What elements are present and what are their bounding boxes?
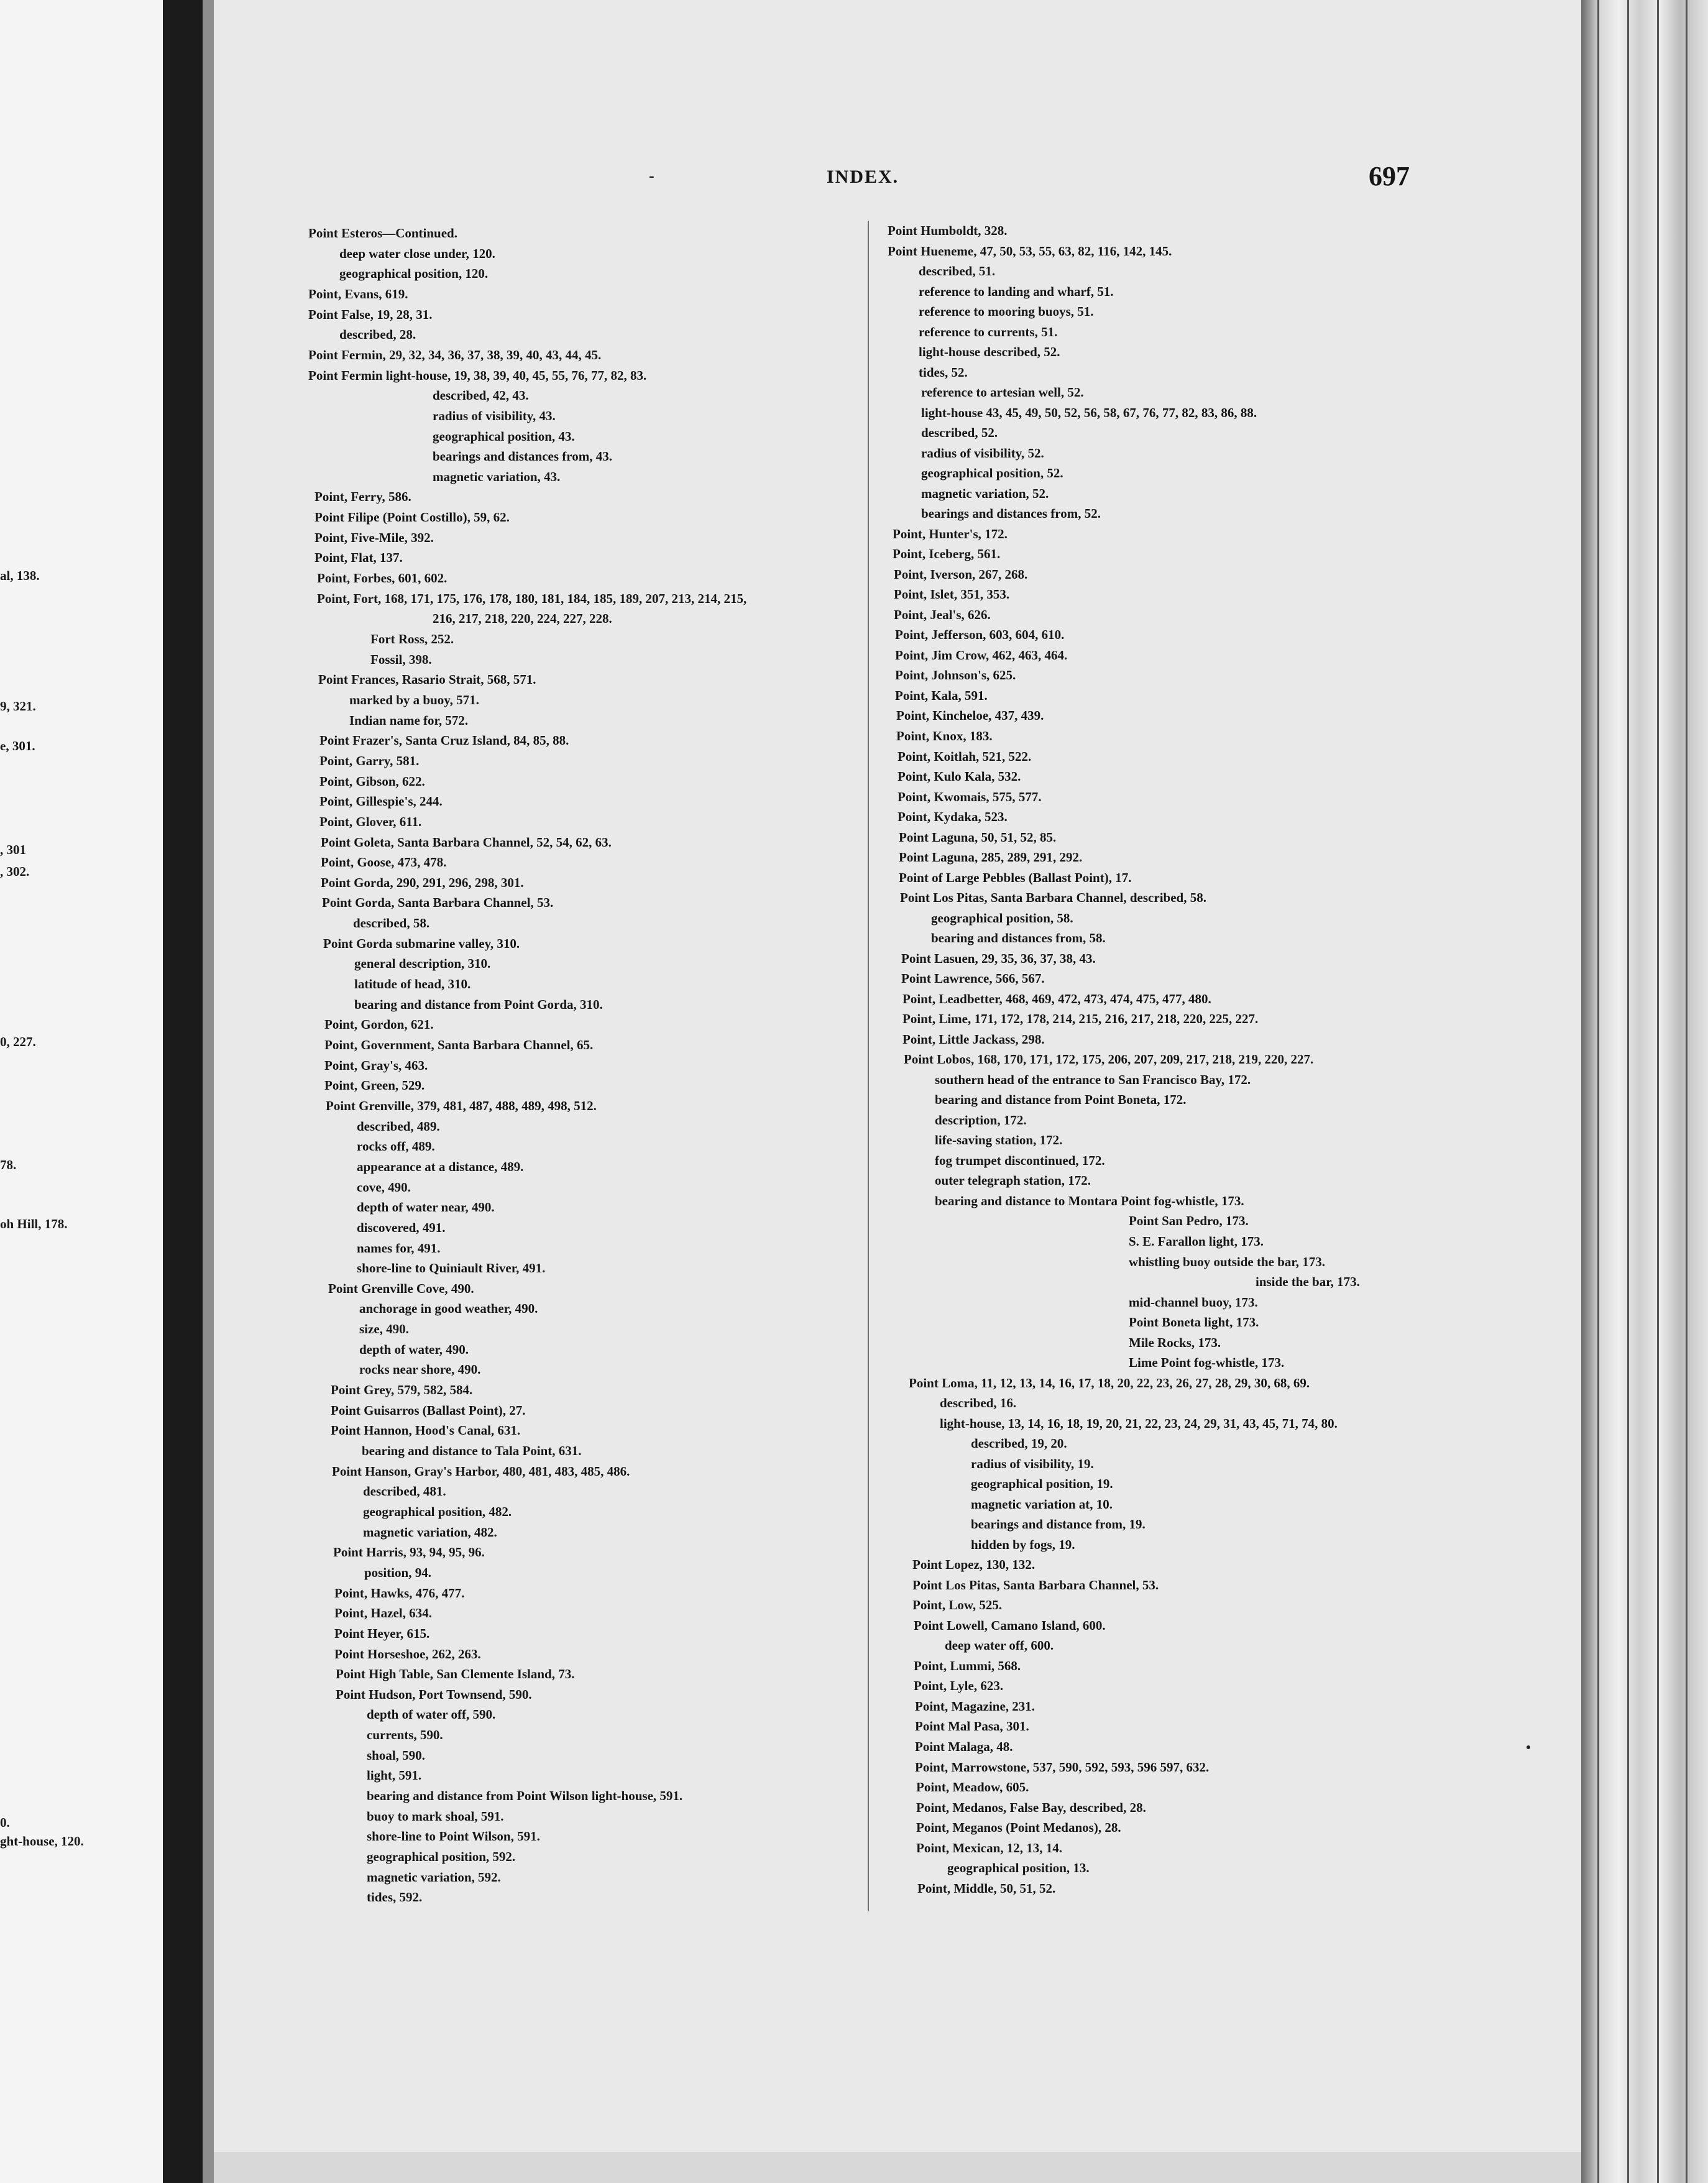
edge-line [1597, 0, 1599, 2183]
index-entry: Point, Kincheloe, 437, 439. [896, 708, 1044, 724]
index-entry: bearing and distance to Tala Point, 631. [362, 1443, 582, 1458]
index-entry: Point, Hawks, 476, 477. [334, 1585, 465, 1601]
index-entry: 216, 217, 218, 220, 224, 227, 228. [433, 611, 612, 627]
index-entry: Point Filipe (Point Costillo), 59, 62. [315, 510, 510, 525]
index-entry: geographical position, 592. [367, 1849, 516, 1864]
index-entry: Point Frances, Rasario Strait, 568, 571. [318, 672, 536, 687]
page-bottom-edge [214, 2152, 1581, 2183]
index-entry: bearing and distance from Point Wilson light-house, 591. [367, 1788, 683, 1804]
index-entry: geographical position, 52. [921, 466, 1063, 481]
index-entry: anchorage in good weather, 490. [359, 1301, 538, 1317]
index-entry: Point, Medanos, False Bay, described, 28. [916, 1799, 1146, 1815]
index-entry: fog trumpet discontinued, 172. [935, 1152, 1105, 1168]
index-entry: Point, Hazel, 634. [334, 1606, 432, 1621]
index-entry: described, 28. [339, 327, 416, 342]
index-entry: Point Goleta, Santa Barbara Channel, 52, 54, 62, 63. [321, 834, 612, 850]
page-edges [1581, 0, 1708, 2183]
index-entry: described, 51. [919, 264, 996, 279]
index-entry: Point Gorda submarine valley, 310. [323, 935, 520, 951]
edge-line [1657, 0, 1659, 2183]
index-entry: Point of Large Pebbles (Ballast Point), 17. [899, 870, 1132, 885]
index-entry: Point Los Pitas, Santa Barbara Channel, 53. [912, 1577, 1159, 1592]
index-entry: outer telegraph station, 172. [935, 1173, 1091, 1188]
ink-speck [1527, 1745, 1530, 1749]
index-entry: bearings and distance from, 19. [971, 1517, 1146, 1532]
index-entry: tides, 52. [919, 364, 968, 380]
index-entry: described, 16. [940, 1395, 1017, 1411]
index-entry: deep water off, 600. [945, 1638, 1054, 1653]
index-entry: Point Hanson, Gray's Harbor, 480, 481, 483, 485, 486. [332, 1463, 630, 1479]
index-entry: Point Grenville Cove, 490. [328, 1280, 474, 1296]
index-entry: Point, Magazine, 231. [915, 1698, 1035, 1714]
index-entry: Indian name for, 572. [349, 712, 469, 728]
index-entry: Point Frazer's, Santa Cruz Island, 84, 85, 88. [319, 733, 569, 748]
index-entry: light, 591. [367, 1768, 422, 1783]
index-entry: Mile Rocks, 173. [1129, 1335, 1221, 1350]
index-entry: rocks off, 489. [357, 1139, 435, 1154]
page-title: INDEX. [827, 167, 899, 187]
index-entry: appearance at a distance, 489. [357, 1159, 524, 1174]
index-entry: Point Mal Pasa, 301. [915, 1719, 1029, 1734]
index-entry: Point Gorda, Santa Barbara Channel, 53. [322, 895, 554, 911]
index-entry: bearings and distances from, 52. [921, 506, 1101, 522]
index-entry: Point, Hunter's, 172. [893, 526, 1008, 541]
index-entry: Point, Glover, 611. [319, 814, 422, 829]
index-entry: Point, Kydaka, 523. [898, 809, 1008, 825]
prev-page-fragment: 0. [0, 1815, 10, 1830]
index-entry: Point, Evans, 619. [308, 286, 408, 301]
index-entry: Point, Koitlah, 521, 522. [898, 748, 1032, 764]
index-entry: Point, Ferry, 586. [315, 489, 411, 505]
index-entry: bearing and distances from, 58. [931, 931, 1106, 946]
index-entry: Point, Five-Mile, 392. [315, 530, 434, 545]
index-entry: marked by a buoy, 571. [349, 692, 479, 707]
index-entry: reference to artesian well, 52. [921, 385, 1084, 400]
index-entry: Point Fermin light-house, 19, 38, 39, 40, 45, 55, 76, 77, 82, 83. [308, 367, 647, 383]
index-entry: reference to landing and wharf, 51. [919, 283, 1114, 299]
index-entry: Point, Gillespie's, 244. [319, 794, 443, 809]
index-entry: Point, Jefferson, 603, 604, 610. [895, 627, 1065, 643]
index-entry: Point, Iverson, 267, 268. [894, 566, 1028, 582]
prev-page-fragment: 9, 321. [0, 699, 36, 714]
index-entry: Point False, 19, 28, 31. [308, 306, 433, 322]
index-entry: Point Hudson, Port Townsend, 590. [336, 1686, 532, 1702]
index-entry: Lime Point fog-whistle, 173. [1129, 1355, 1285, 1371]
index-entry: Point Lobos, 168, 170, 171, 172, 175, 206, 207, 209, 217, 218, 219, 220, 227. [904, 1052, 1314, 1067]
index-entry: Point, Knox, 183. [896, 728, 993, 743]
index-entry: depth of water off, 590. [367, 1707, 496, 1722]
index-entry: Point Hannon, Hood's Canal, 631. [331, 1423, 521, 1438]
index-entry: Point, Jeal's, 626. [894, 607, 991, 622]
prev-page-fragment: 0, 227. [0, 1034, 36, 1049]
index-entry: Point Loma, 11, 12, 13, 14, 16, 17, 18, 20, 22, 23, 26, 27, 28, 29, 30, 68, 69. [909, 1375, 1310, 1390]
index-entry: depth of water near, 490. [357, 1200, 495, 1215]
index-entry: geographical position, 19. [971, 1476, 1113, 1492]
index-entry: described, 19, 20. [971, 1436, 1067, 1451]
header-dash: - [649, 167, 654, 185]
index-entry: described, 52. [921, 425, 998, 441]
index-entry: Point, Jim Crow, 462, 463, 464. [895, 647, 1068, 663]
index-entry: Point Lasuen, 29, 35, 36, 37, 38, 43. [901, 950, 1096, 966]
index-entry: bearing and distance to Montara Point fog-whistle, 173. [935, 1193, 1244, 1208]
index-entry: light-house described, 52. [919, 344, 1060, 360]
index-entry: Point, Gray's, 463. [324, 1057, 428, 1073]
index-entry: light-house 43, 45, 49, 50, 52, 56, 58, 67, 76, 77, 82, 83, 86, 88. [921, 405, 1257, 420]
index-entry: Point San Pedro, 173. [1129, 1213, 1249, 1229]
index-entry: Point Harris, 93, 94, 95, 96. [333, 1545, 485, 1560]
index-entry: Point Fermin, 29, 32, 34, 36, 37, 38, 39, 40, 43, 44, 45. [308, 347, 602, 362]
index-entry: Point, Islet, 351, 353. [894, 587, 1010, 602]
index-entry: Point, Kwomais, 575, 577. [898, 789, 1042, 804]
index-entry: Point Grenville, 379, 481, 487, 488, 489, 498, 512. [326, 1098, 597, 1113]
index-entry: discovered, 491. [357, 1220, 446, 1235]
index-entry: magnetic variation, 592. [367, 1869, 501, 1885]
index-entry: radius of visibility, 19. [971, 1456, 1094, 1471]
index-entry: Point, Middle, 50, 51, 52. [917, 1880, 1056, 1896]
index-entry: Point Lowell, Camano Island, 600. [914, 1617, 1106, 1633]
index-entry: Point, Iceberg, 561. [893, 546, 1001, 562]
index-entry: described, 58. [353, 916, 430, 931]
prev-page-fragment: al, 138. [0, 568, 40, 583]
prev-page-fragment: e, 301. [0, 738, 35, 753]
index-entry: Point Malaga, 48. [915, 1739, 1013, 1754]
index-entry: Point, Kulo Kala, 532. [898, 769, 1021, 784]
index-entry: size, 490. [359, 1321, 409, 1337]
index-entry: Point, Fort, 168, 171, 175, 176, 178, 180, 181, 184, 185, 189, 207, 213, 214, 215, [317, 591, 747, 606]
index-entry: geographical position, 13. [947, 1860, 1090, 1876]
index-entry: Point, Kala, 591. [895, 687, 988, 703]
index-entry: Point Lopez, 130, 132. [912, 1557, 1035, 1573]
index-entry: buoy to mark shoal, 591. [367, 1808, 504, 1824]
index-entry: Point, Meganos (Point Medanos), 28. [916, 1820, 1121, 1836]
column-divider [868, 221, 869, 1911]
index-entry: Point Horseshoe, 262, 263. [334, 1646, 481, 1661]
index-entry: whistling buoy outside the bar, 173. [1129, 1254, 1326, 1269]
prev-page-fragment: , 301 [0, 842, 26, 857]
index-entry: geographical position, 43. [433, 428, 575, 444]
index-entry: Point Guisarros (Ballast Point), 27. [331, 1402, 526, 1418]
index-entry: bearing and distance from Point Boneta, 172. [935, 1092, 1187, 1108]
index-entry: general description, 310. [354, 956, 491, 972]
index-entry: Point, Lyle, 623. [914, 1678, 1004, 1694]
index-entry: description, 172. [935, 1112, 1027, 1128]
index-entry: reference to mooring buoys, 51. [919, 304, 1094, 319]
index-entry: Point Los Pitas, Santa Barbara Channel, described, 58. [900, 890, 1206, 906]
index-entry: light-house, 13, 14, 16, 18, 19, 20, 21, 22, 23, 24, 29, 31, 43, 45, 71, 74, 80. [940, 1415, 1338, 1431]
index-entry: Point, Government, Santa Barbara Channel, 65. [324, 1037, 594, 1052]
index-entry: Point Hueneme, 47, 50, 53, 55, 63, 82, 116, 142, 145. [888, 243, 1172, 259]
index-entry: Point, Green, 529. [324, 1078, 425, 1093]
prev-page-fragment: 78. [0, 1157, 17, 1172]
index-entry: Point, Lummi, 568. [914, 1658, 1021, 1673]
previous-page-fragment [0, 0, 163, 2183]
index-entry: Point Heyer, 615. [334, 1625, 430, 1641]
index-entry: described, 42, 43. [433, 388, 529, 403]
index-entry: rocks near shore, 490. [359, 1362, 481, 1377]
index-entry: Point, Gibson, 622. [319, 773, 425, 789]
index-entry: Point Laguna, 50, 51, 52, 85. [899, 829, 1057, 845]
index-entry: magnetic variation, 482. [363, 1524, 497, 1540]
index-entry: Point, Marrowstone, 537, 590, 592, 593, 596 597, 632. [915, 1759, 1210, 1775]
edge-line [1686, 0, 1687, 2183]
prev-page-fragment: , 302. [0, 864, 30, 879]
index-entry: magnetic variation at, 10. [971, 1496, 1113, 1512]
index-entry: Point Lawrence, 566, 567. [901, 971, 1045, 986]
index-entry: magnetic variation, 52. [921, 485, 1049, 501]
index-entry: geographical position, 482. [363, 1504, 512, 1519]
prev-page-fragment: ght-house, 120. [0, 1834, 84, 1849]
index-entry: geographical position, 58. [931, 910, 1073, 926]
index-entry: Point, Gordon, 621. [324, 1017, 434, 1032]
index-entry: Point High Table, San Clemente Island, 73. [336, 1666, 575, 1682]
index-entry: southern head of the entrance to San Francisco Bay, 172. [935, 1072, 1251, 1087]
index-entry: described, 481. [363, 1484, 446, 1499]
index-entry: geographical position, 120. [339, 266, 489, 282]
index-entry: Point, Little Jackass, 298. [902, 1031, 1045, 1047]
index-entry: currents, 590. [367, 1727, 443, 1743]
index-entry: mid-channel buoy, 173. [1129, 1294, 1258, 1310]
index-entry: Point, Lime, 171, 172, 178, 214, 215, 216, 217, 218, 220, 225, 227. [902, 1011, 1259, 1027]
index-entry: deep water close under, 120. [339, 246, 495, 261]
index-entry: reference to currents, 51. [919, 324, 1058, 339]
index-entry: Point Laguna, 285, 289, 291, 292. [899, 850, 1083, 865]
index-entry: latitude of head, 310. [354, 977, 471, 992]
gutter-shadow [203, 0, 214, 2183]
index-entry: bearing and distance from Point Gorda, 310. [354, 996, 603, 1012]
index-entry: Point, Johnson's, 625. [895, 668, 1016, 683]
index-entry: hidden by fogs, 19. [971, 1537, 1075, 1552]
index-entry: life-saving station, 172. [935, 1133, 1063, 1148]
index-entry: depth of water, 490. [359, 1341, 469, 1357]
index-entry: shore-line to Point Wilson, 591. [367, 1829, 540, 1844]
index-entry: Point, Leadbetter, 468, 469, 472, 473, 474, 475, 477, 480. [902, 991, 1211, 1006]
book-gutter [163, 0, 203, 2183]
index-entry: names for, 491. [357, 1240, 441, 1256]
index-entry: cove, 490. [357, 1179, 411, 1195]
index-entry: S. E. Farallon light, 173. [1129, 1234, 1264, 1249]
index-entry: Point, Forbes, 601, 602. [317, 571, 448, 586]
index-entry: Point, Garry, 581. [319, 753, 420, 768]
index-entry: Fort Ross, 252. [370, 632, 454, 646]
index-entry: tides, 592. [367, 1890, 423, 1905]
index-entry: Point, Meadow, 605. [916, 1780, 1029, 1795]
index-entry: bearings and distances from, 43. [433, 449, 612, 464]
edge-line [1627, 0, 1629, 2183]
index-entry: radius of visibility, 52. [921, 445, 1044, 461]
index-entry: Point, Mexican, 12, 13, 14. [916, 1840, 1063, 1855]
index-entry: Point, Flat, 137. [315, 550, 403, 566]
index-entry: Fossil, 398. [370, 651, 432, 667]
index-entry: inside the bar, 173. [1256, 1274, 1360, 1290]
index-entry: described, 489. [357, 1118, 440, 1134]
page-number: 697 [1369, 161, 1410, 191]
index-entry: position, 94. [364, 1565, 431, 1580]
index-entry: radius of visibility, 43. [433, 408, 556, 423]
index-entry: shore-line to Quiniault River, 491. [357, 1261, 546, 1276]
index-entry: Point Grey, 579, 582, 584. [331, 1382, 473, 1398]
index-entry: Point Boneta light, 173. [1129, 1315, 1259, 1330]
index-entry: Point, Goose, 473, 478. [321, 855, 447, 870]
index-entry: Point Gorda, 290, 291, 296, 298, 301. [321, 875, 524, 890]
index-entry: Point Humboldt, 328. [888, 223, 1008, 238]
prev-page-fragment: oh Hill, 178. [0, 1216, 68, 1231]
index-entry: Point Esteros—Continued. [308, 226, 457, 241]
index-entry: Point, Low, 525. [912, 1597, 1003, 1613]
index-entry: magnetic variation, 43. [433, 469, 561, 484]
index-entry: shoal, 590. [367, 1747, 425, 1763]
